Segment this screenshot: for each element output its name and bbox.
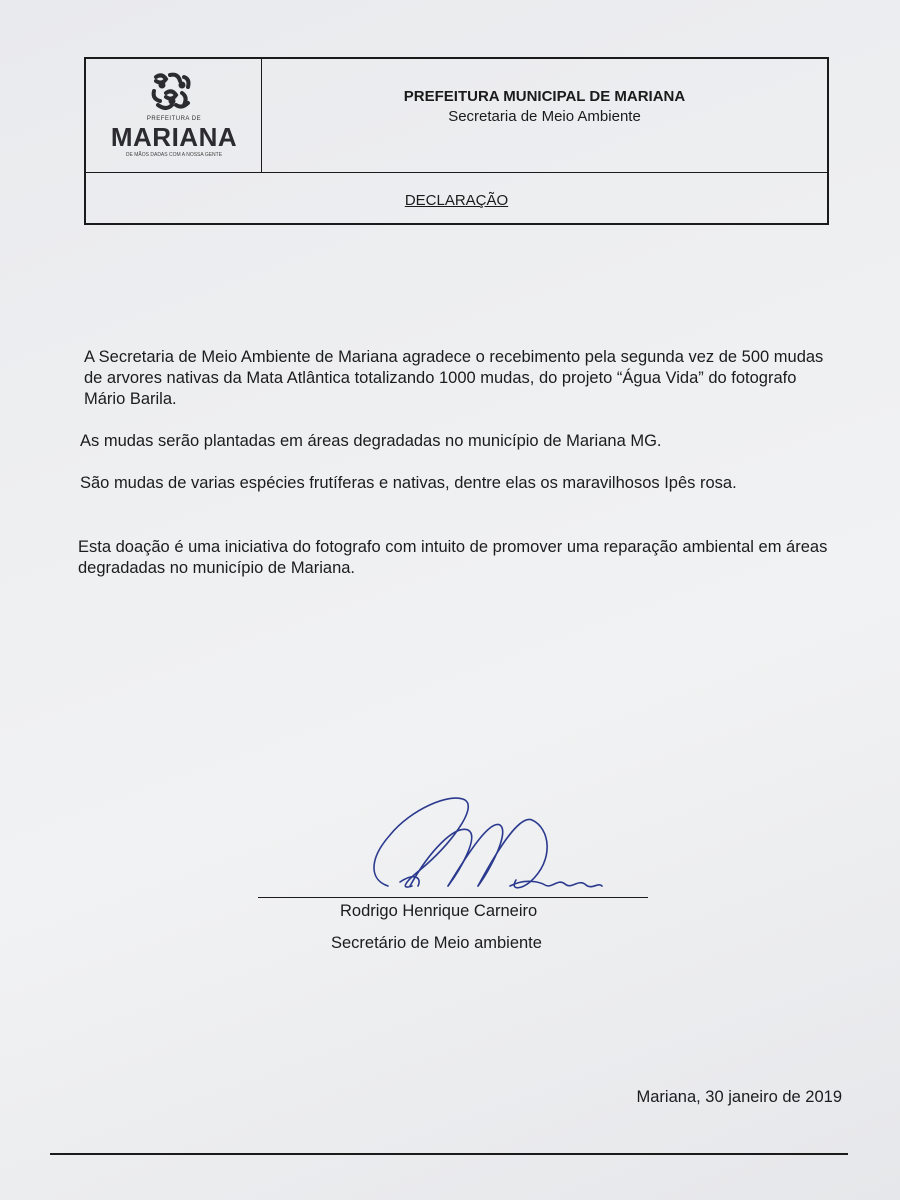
logo-tagline: DE MÃOS DADAS COM A NOSSA GENTE <box>125 152 223 158</box>
mariana-logo-icon <box>148 71 196 113</box>
signer-name: Rodrigo Henrique Carneiro <box>340 902 538 920</box>
letterhead-divider <box>86 172 827 173</box>
logo-prefix: PREFEITURA DE <box>146 116 202 122</box>
body-paragraph-4: Esta doação é uma iniciativa do fotografo com intuito de promover uma reparação ambiental em áreas degradadas no município de Mariana. <box>78 538 828 577</box>
body-paragraph-3: São mudas de varias espécies frutíferas e nativas, dentre elas os maravilhosos Ipês rosa. <box>80 474 737 492</box>
logo-wordmark: MARIANA <box>110 122 238 152</box>
signer-role: Secretário de Meio ambiente <box>331 934 542 952</box>
org-title: PREFEITURA MUNICIPAL DE MARIANA <box>403 88 686 105</box>
org-subtitle: Secretaria de Meio Ambiente <box>448 108 641 125</box>
body-paragraph-2: As mudas serão plantadas em áreas degradadas no município de Mariana MG. <box>80 432 662 450</box>
logo-cell <box>86 59 262 172</box>
body-paragraph-1: A Secretaria de Meio Ambiente de Mariana agradece o recebimento pela segunda vez de 500 mudas de arvores nativas da Mata Atlântica totalizando 1000 mudas, do projeto “Água Vida” do fotografo Mário Barila. <box>84 348 824 408</box>
handwritten-signature <box>360 790 610 900</box>
document-date: Mariana, 30 janeiro de 2019 <box>636 1088 842 1106</box>
footer-rule <box>50 1153 848 1155</box>
signature-line <box>258 897 648 898</box>
document-title: DECLARAÇÃO <box>404 192 509 209</box>
letterhead-box <box>84 57 829 225</box>
